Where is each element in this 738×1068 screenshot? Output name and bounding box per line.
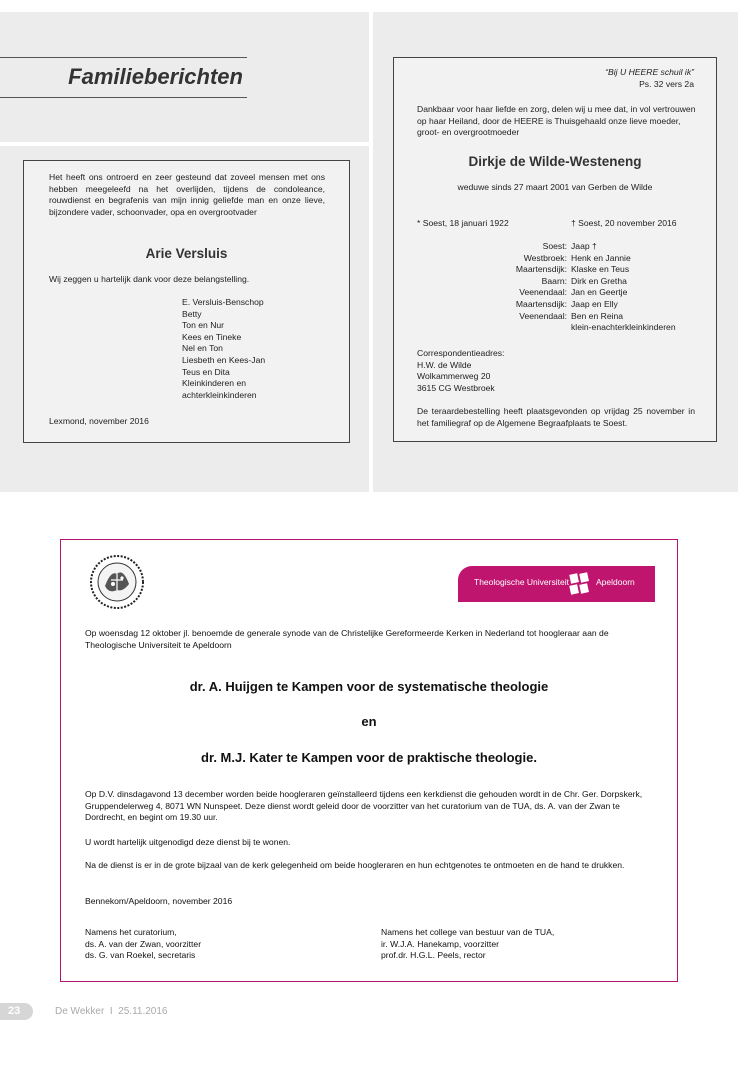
address-line: Correspondentieadres: bbox=[417, 348, 505, 358]
correspondence-address bbox=[417, 348, 504, 394]
notice-de-wilde bbox=[393, 57, 717, 442]
death-date: † Soest, 20 november 2016 bbox=[571, 218, 677, 228]
signatory: Kees en Tineke bbox=[182, 331, 242, 342]
family-names: Jaap † bbox=[571, 241, 597, 251]
family-names: Klaske en Teus bbox=[571, 264, 630, 275]
deceased-name: Arie Versluis bbox=[145, 246, 228, 261]
signatory: Teus en Dita bbox=[182, 366, 230, 377]
family-row bbox=[417, 311, 707, 323]
family-place: Soest: bbox=[542, 241, 567, 251]
appointment-and: en bbox=[361, 714, 377, 729]
birth-date: * Soest, 18 januari 1922 bbox=[417, 218, 509, 228]
family-place: Veenendaal: bbox=[519, 287, 567, 298]
heading-rule-top bbox=[0, 57, 247, 58]
signatory: Betty bbox=[182, 308, 202, 319]
tua-para-1: Op D.V. dinsdagavond 13 december worden beide hoogleraren geïnstalleerd tijdens een kerkdienst die gehouden wordt in de Chr. Ger. Dorpskerk, Gruppendelerweg 4, 8071 WN Nunspeet. Deze dienst wordt geleid door de voorzitter van het curatorium van de TUA, ds. A. van der Zwan te Dordrecht, en begint om 19.30 uur. bbox=[85, 789, 643, 823]
thanks-text: Wij zeggen u hartelijk dank voor deze belangstelling. bbox=[49, 274, 250, 284]
family-place: Maartensdijk: bbox=[515, 264, 567, 275]
family-row bbox=[417, 241, 707, 253]
signatory: E. Versluis-Benschop bbox=[182, 297, 264, 307]
page-number-badge bbox=[0, 1003, 33, 1020]
notice-intro: Het heeft ons ontroerd en zeer gesteund dat zoveel mensen met ons hebben meegeleefd na het overlijden, tijdens de condoleance, rouwdienst en begrafenis van mijn innig geliefde man en onze lieve, bijzondere vader, schoonvader, opa en overgrootvader bbox=[49, 172, 325, 217]
address-line: 3615 CG Westbroek bbox=[417, 382, 495, 393]
heading-rule-bottom bbox=[0, 97, 247, 98]
signatories bbox=[182, 297, 265, 401]
family-place: Baarn: bbox=[541, 275, 567, 286]
signature-curatorium bbox=[85, 927, 201, 962]
family-row bbox=[417, 264, 707, 276]
tua-logo-banner bbox=[458, 566, 655, 602]
banner-right-text: Apeldoorn bbox=[596, 577, 635, 587]
family-names: Ben en Reina bbox=[571, 310, 624, 321]
page-number: 23 bbox=[8, 1005, 21, 1017]
signature-college bbox=[381, 927, 554, 962]
family-row bbox=[417, 276, 707, 288]
banner-left-text: Theologische Universiteit bbox=[474, 577, 569, 587]
tua-intro: Op woensdag 12 oktober jl. benoemde de generale synode van de Christelijke Gereformeerde Kerken in Nederland tot hoogleraar aan de Theologische Universiteit te Apeldoorn bbox=[85, 628, 609, 650]
bible-reference: Ps. 32 vers 2a bbox=[639, 79, 694, 89]
tua-para-2: U wordt hartelijk uitgenodigd deze dienst bij te wonen. bbox=[85, 837, 291, 847]
family-names: Jaap en Elly bbox=[571, 298, 618, 309]
seal-icon bbox=[89, 554, 145, 610]
signatory: achterkleinkinderen bbox=[182, 389, 257, 400]
signatory: Liesbeth en Kees-Jan bbox=[182, 354, 266, 365]
tua-cross-icon bbox=[568, 571, 590, 597]
tua-place-date: Bennekom/Apeldoorn, november 2016 bbox=[85, 896, 233, 906]
section-heading: Familieberichten bbox=[68, 64, 243, 89]
family-list bbox=[417, 241, 707, 334]
address-line: H.W. de Wilde bbox=[417, 359, 472, 370]
family-names: Dirk en Gretha bbox=[571, 275, 627, 286]
family-row bbox=[417, 287, 707, 299]
notice-intro: Dankbaar voor haar liefde en zorg, delen wij u mee dat, in vol vertrouwen op haar Heiland, door de HEERE is Thuisgehaald onze lieve moeder, groot- en overgrootmoeder bbox=[417, 104, 696, 138]
family-place: Westbroek: bbox=[523, 252, 567, 263]
family-names: Henk en Jannie bbox=[571, 252, 631, 263]
notice-versluis bbox=[23, 160, 350, 443]
family-place: Veenendaal: bbox=[519, 310, 567, 321]
signatory: Ton en Nur bbox=[182, 320, 225, 331]
tua-announcement bbox=[60, 539, 678, 982]
family-row bbox=[417, 253, 707, 265]
appointment-line-1: dr. A. Huijgen te Kampen voor de systematische theologie bbox=[189, 679, 549, 694]
publication-line: De Wekker I 25.11.2016 bbox=[55, 1006, 168, 1017]
family-names: klein-enachterkleinkinderen bbox=[571, 322, 676, 333]
burial-notice: De teraardebestelling heeft plaatsgevonden op vrijdag 25 november in het familiegraf op de Algemene Begraafplaats te Soest. bbox=[417, 406, 695, 428]
signature-line: ds. A. van der Zwan, voorzitter bbox=[85, 938, 202, 949]
deceased-name: Dirkje de Wilde-Westeneng bbox=[468, 154, 642, 169]
address-line: Wolkammerweg 20 bbox=[417, 371, 491, 382]
signature-line: prof.dr. H.G.L. Peels, rector bbox=[381, 950, 486, 961]
bible-quote: “Bij U HEERE schuil ik” bbox=[605, 67, 694, 77]
signature-line: Namens het curatorium, bbox=[85, 927, 177, 937]
signatory: Kleinkinderen en bbox=[182, 378, 247, 389]
widow-line: weduwe sinds 27 maart 2001 van Gerben de Wilde bbox=[457, 182, 653, 192]
family-names: Jan en Geertje bbox=[571, 287, 628, 298]
signature-line: Namens het college van bestuur van de TUA, bbox=[381, 927, 555, 937]
signatory: Nel en Ton bbox=[182, 343, 223, 354]
appointment-line-2: dr. M.J. Kater te Kampen voor de praktische theologie. bbox=[201, 750, 537, 765]
tua-para-3: Na de dienst is er in de grote bijzaal van de kerk gelegenheid om beide hoogleraren en hun echtgenotes te ontmoeten en de hand te drukken. bbox=[85, 860, 625, 870]
signature-line: ir. W.J.A. Hanekamp, voorzitter bbox=[381, 938, 499, 949]
family-row bbox=[417, 299, 707, 311]
family-place bbox=[417, 322, 571, 334]
family-place: Maartensdijk: bbox=[515, 298, 567, 309]
family-row bbox=[417, 322, 707, 334]
signature-line: ds. G. van Roekel, secretaris bbox=[85, 950, 196, 961]
place-date: Lexmond, november 2016 bbox=[49, 416, 149, 426]
